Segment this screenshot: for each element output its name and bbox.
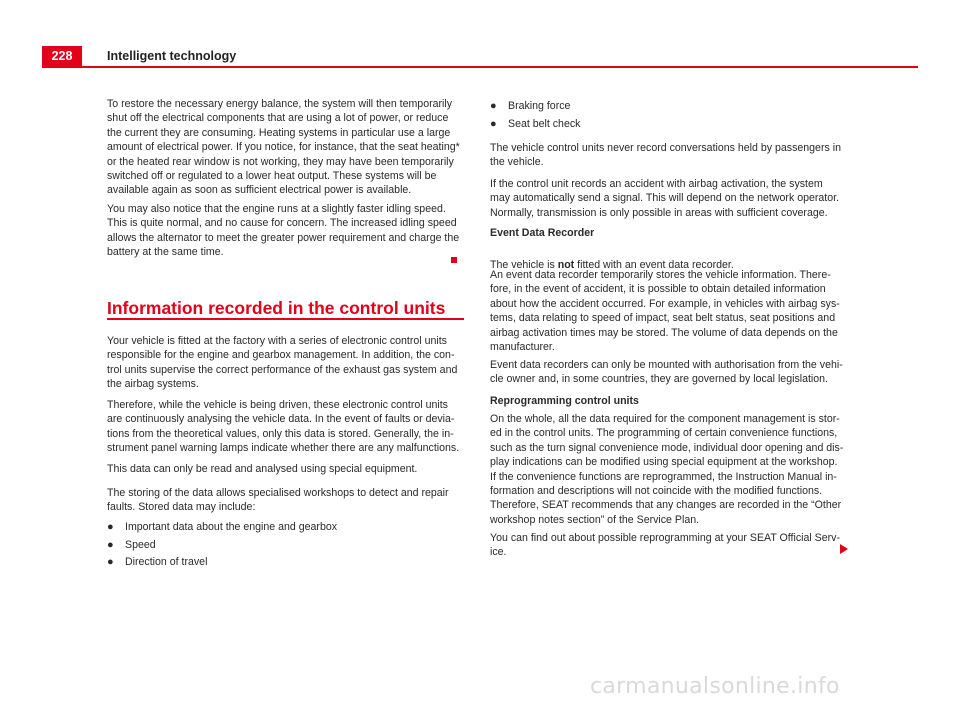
paragraph: On the whole, all the data required for the component management is stor- ed in the control units. The programming of certain convenience functions, such as the turn signal convenience mode, individual door opening and dis- play indications can be modified using special equipment at the workshop. If the convenience functions are reprogrammed, the Instruction Manual in- formation and descriptions will not coincide with the modified functions. Therefore, SEAT recommends that any changes are recorded in the “Other workshop notes section” of the Service Plan.	[490, 413, 844, 526]
bullet-icon: ●	[107, 521, 114, 533]
header-divider	[42, 66, 918, 68]
section-end-marker-icon	[451, 257, 457, 263]
section-heading: Information recorded in the control units	[107, 298, 446, 318]
page-number: 228	[51, 49, 73, 63]
paragraph: Your vehicle is fitted at the factory with a series of electronic control units responsible for the engine and gearbox management. In addition, the con- trol units supervise the correct performance of the exhaust gas system and the airbag systems.	[107, 335, 458, 391]
bullet-icon: ●	[490, 100, 497, 112]
paragraph: The storing of the data allows specialised workshops to detect and repair faults. Stored data may include:	[107, 487, 449, 514]
paragraph: If the control unit records an accident with airbag activation, the system may automatically send a signal. This will depend on the network operator. Normally, transmission is only possible in areas with sufficient coverage.	[490, 178, 840, 219]
paragraph: To restore the necessary energy balance, the system will then temporarily shut off the electrical components that are using a lot of power, or reduce the current they are consuming. Heating systems in particular use a large amount of electrical power. If you notice, for instance, that the seat heating* or the heated rear window is not working, they may have been temporarily switched off or regulated to a lower heat output. These systems will be available again as soon as sufficient electrical power is available.	[107, 98, 460, 197]
section-divider	[107, 318, 464, 320]
paragraph: You can find out about possible reprogramming at your SEAT Official Serv- ice.	[490, 532, 840, 559]
paragraph: You may also notice that the engine runs at a slightly faster idling speed. This is quite normal, and no cause for concern. The increased idling speed allows the alternator to meet the greater power requirement and charge the battery at the same time.	[107, 203, 460, 259]
paragraph: The vehicle control units never record conversations held by passengers in the vehicle.	[490, 142, 841, 169]
continue-arrow-icon	[840, 544, 848, 554]
paragraph: Event data recorders can only be mounted with authorisation from the vehi- cle owner and, in some countries, they are governed by local legislation.	[490, 359, 843, 386]
subheading-event-data-recorder: Event Data Recorder	[490, 227, 595, 239]
bullet-icon: ●	[107, 539, 114, 551]
watermark: carmanualsonline.info	[590, 674, 840, 699]
page-header-title: Intelligent technology	[107, 49, 237, 63]
bullet-icon: ●	[490, 118, 497, 130]
bullet-icon: ●	[107, 556, 114, 568]
subheading-reprogramming: Reprogramming control units	[490, 395, 639, 407]
paragraph: An event data recorder temporarily stores the vehicle information. There- fore, in the event of accident, it is possible to obtain detailed information about how the accident occurred. For example, in vehicles with airbag sys- tems, data relating to speed of impact, seat belt status, seat positions and airbag activation times may be stored. The volume of data depends on the manufacturer.	[490, 269, 840, 354]
paragraph: The vehicle is not fitted with an event data recorder.	[490, 259, 734, 272]
page-number-badge	[42, 46, 82, 66]
paragraph: This data can only be read and analysed using special equipment.	[107, 463, 418, 475]
paragraph: Therefore, while the vehicle is being driven, these electronic control units are continuously analysing the vehicle data. In the event of faults or devia- tions from the theoretical values, only this data is stored. Generally, the in- strument panel warning lamps indicate whether there are any malfunctions.	[107, 399, 460, 455]
